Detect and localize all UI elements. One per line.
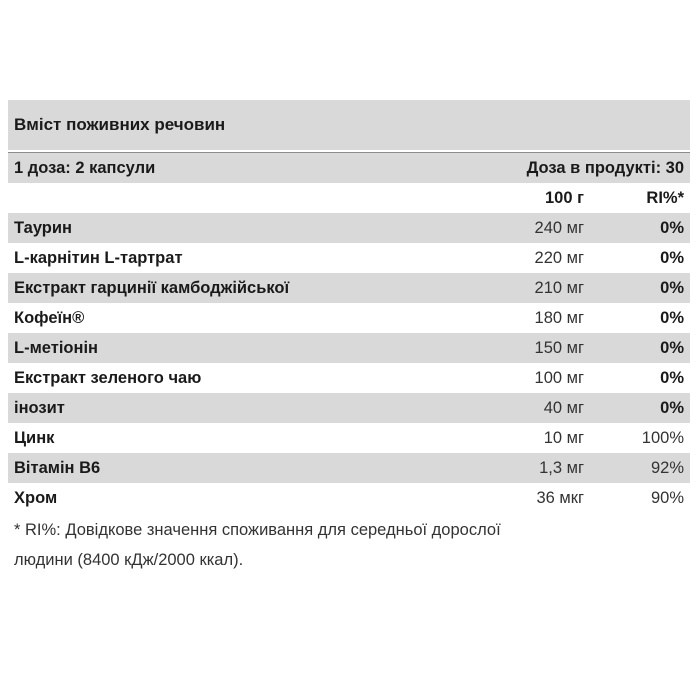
nutrient-name: інозит bbox=[14, 398, 65, 417]
table-row bbox=[8, 333, 690, 363]
nutrient-amount: 36 мкг bbox=[536, 488, 584, 507]
nutrient-name: Екстракт зеленого чаю bbox=[14, 368, 202, 387]
nutrient-name: Хром bbox=[14, 488, 58, 507]
nutrient-amount: 150 мг bbox=[534, 338, 584, 357]
nutrient-ri: 0% bbox=[660, 308, 684, 327]
nutrient-ri: 92% bbox=[650, 458, 684, 477]
table-row bbox=[8, 303, 690, 333]
nutrient-name: Цинк bbox=[14, 428, 55, 447]
nutrient-ri: 0% bbox=[660, 368, 684, 387]
table-row bbox=[8, 423, 690, 453]
nutrient-amount: 40 мг bbox=[543, 398, 584, 417]
nutrient-amount: 210 мг bbox=[534, 278, 584, 297]
table-row bbox=[8, 453, 690, 483]
serving-header-row bbox=[8, 153, 690, 183]
nutrient-name: Вітамін B6 bbox=[14, 458, 101, 477]
nutrient-ri: 0% bbox=[660, 218, 684, 237]
table-row bbox=[8, 273, 690, 303]
nutrient-name: Екстракт гарцинії камбоджійської bbox=[14, 278, 290, 297]
nutrient-ri: 90% bbox=[650, 488, 684, 507]
serving-size: 1 доза: 2 капсули bbox=[14, 158, 156, 177]
nutrient-amount: 100 мг bbox=[534, 368, 584, 387]
nutrient-amount: 180 мг bbox=[534, 308, 584, 327]
nutrient-ri: 100% bbox=[641, 428, 684, 447]
servings-per-product: Доза в продукті: 30 bbox=[526, 158, 684, 177]
nutrition-table bbox=[8, 100, 690, 575]
column-header-ri: RI%* bbox=[646, 188, 684, 207]
nutrient-amount: 240 мг bbox=[534, 218, 584, 237]
nutrient-amount: 1,3 мг bbox=[539, 458, 584, 477]
table-row bbox=[8, 213, 690, 243]
nutrient-name: Кофеїн® bbox=[14, 308, 85, 327]
nutrient-name: Таурин bbox=[14, 218, 72, 237]
table-title: Вміст поживних речовин bbox=[8, 100, 690, 150]
nutrient-amount: 220 мг bbox=[534, 248, 584, 267]
column-header-amount: 100 г bbox=[545, 188, 584, 207]
nutrient-amount: 10 мг bbox=[543, 428, 584, 447]
column-header-row bbox=[8, 183, 690, 213]
footnote bbox=[8, 513, 690, 575]
nutrient-name: L-карнітин L-тартрат bbox=[14, 248, 183, 267]
table-row bbox=[8, 483, 690, 513]
nutrient-name: L-метіонін bbox=[14, 338, 98, 357]
nutrient-ri: 0% bbox=[660, 338, 684, 357]
table-row bbox=[8, 393, 690, 423]
table-row bbox=[8, 243, 690, 273]
footnote-line-1: * RI%: Довідкове значення споживання для середньої дорослої bbox=[14, 521, 501, 539]
footnote-line-2: людини (8400 кДж/2000 ккал). bbox=[14, 551, 244, 569]
nutrient-ri: 0% bbox=[660, 248, 684, 267]
table-row bbox=[8, 363, 690, 393]
nutrient-ri: 0% bbox=[660, 398, 684, 417]
nutrient-ri: 0% bbox=[660, 278, 684, 297]
